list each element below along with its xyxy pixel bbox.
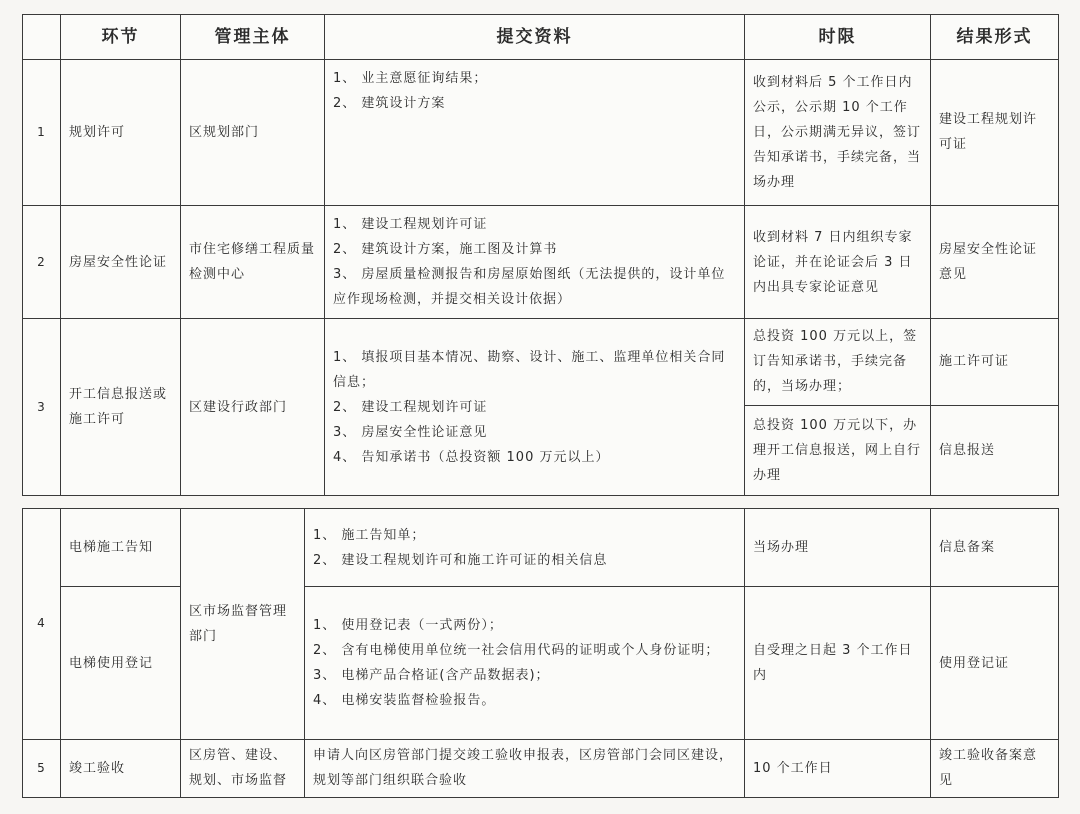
material-item: 4、 电梯安装监督检验报告。 (313, 693, 496, 709)
header-time-limit: 时限 (745, 15, 931, 60)
authority-cell: 区房管、建设、规划、市场监督 (181, 739, 305, 797)
material-item: 2、 建设工程规划许可和施工许可证的相关信息 (313, 552, 608, 568)
material-item: 1、 使用登记表（一式两份）； (313, 618, 503, 634)
material-item: 1、 填报项目基本情况、勘察、设计、施工、监理单位相关合同信息； (333, 349, 726, 390)
result-cell: 竣工验收备案意见 (931, 739, 1059, 797)
header-stage: 环节 (61, 15, 181, 60)
result-cell: 信息报送 (931, 405, 1059, 495)
row-number: 5 (23, 739, 61, 797)
material-item: 2、 建筑设计方案 (333, 96, 446, 112)
time-limit-cell: 总投资 100 万元以上，签订告知承诺书，手续完备的，当场办理； (745, 319, 931, 405)
result-cell: 信息备案 (931, 509, 1059, 587)
stage-cell: 电梯使用登记 (61, 587, 181, 740)
materials-cell (305, 587, 745, 740)
time-limit-cell: 总投资 100 万元以下，办理开工信息报送，网上自行办理 (745, 405, 931, 495)
authority-cell: 区建设行政部门 (181, 319, 325, 496)
header-row (23, 15, 1059, 60)
authority-cell: 市住宅修缮工程质量检测中心 (181, 205, 325, 318)
material-item: 2、 建设工程规划许可证 (333, 399, 488, 415)
result-cell: 使用登记证 (931, 587, 1059, 740)
material-item: 3、 电梯产品合格证(含产品数据表)； (313, 668, 550, 684)
material-item: 2、 含有电梯使用单位统一社会信用代码的证明或个人身份证明； (313, 643, 720, 659)
material-item: 1、 建设工程规划许可证 (333, 217, 488, 233)
materials-cell: 申请人向区房管部门提交竣工验收申报表，区房管部门会同区建设，规划等部门组织联合验收 (305, 739, 745, 797)
stage-cell: 开工信息报送或施工许可 (61, 319, 181, 496)
header-result: 结果形式 (931, 15, 1059, 60)
table-row (23, 509, 1059, 587)
result-cell: 施工许可证 (931, 319, 1059, 405)
row-number: 4 (23, 509, 61, 740)
result-cell: 房屋安全性论证意见 (931, 205, 1059, 318)
time-limit-cell: 10 个工作日 (745, 739, 931, 797)
header-authority: 管理主体 (181, 15, 325, 60)
table-row (23, 739, 1059, 797)
material-item: 2、 建筑设计方案，施工图及计算书 (333, 242, 558, 258)
result-cell: 建设工程规划许可证 (931, 60, 1059, 206)
table-row (23, 60, 1059, 206)
materials-cell (325, 319, 745, 496)
stage-cell: 房屋安全性论证 (61, 205, 181, 318)
material-item: 3、 房屋安全性论证意见 (333, 424, 488, 440)
materials-cell (325, 205, 745, 318)
time-limit-cell: 当场办理 (745, 509, 931, 587)
row-number: 3 (23, 319, 61, 496)
approval-table-part-1 (22, 14, 1059, 496)
header-materials: 提交资料 (325, 15, 745, 60)
approval-table-part-2 (22, 508, 1059, 798)
time-limit-cell: 收到材料 7 日内组织专家论证，并在论证会后 3 日内出具专家论证意见 (745, 205, 931, 318)
time-limit-cell: 自受理之日起 3 个工作日内 (745, 587, 931, 740)
materials-cell (325, 60, 745, 206)
stage-cell: 电梯施工告知 (61, 509, 181, 587)
material-item: 1、 业主意愿征询结果； (333, 71, 488, 87)
materials-cell (305, 509, 745, 587)
table-row (23, 587, 1059, 740)
authority-cell: 区市场监督管理部门 (181, 509, 305, 740)
table-row (23, 205, 1059, 318)
material-item: 3、 房屋质量检测报告和房屋原始图纸（无法提供的，设计单位应作现场检测，并提交相关设计依据） (333, 267, 726, 308)
authority-cell: 区规划部门 (181, 60, 325, 206)
stage-cell: 竣工验收 (61, 739, 181, 797)
header-num (23, 15, 61, 60)
time-limit-cell: 收到材料后 5 个工作日内公示，公示期 10 个工作日，公示期满无异议，签订告知承诺书，手续完备，当场办理 (745, 60, 931, 206)
row-number: 1 (23, 60, 61, 206)
material-item: 4、 告知承诺书（总投资额 100 万元以上） (333, 449, 610, 465)
row-number: 2 (23, 205, 61, 318)
table-row (23, 319, 1059, 405)
stage-cell: 规划许可 (61, 60, 181, 206)
material-item: 1、 施工告知单； (313, 527, 426, 543)
